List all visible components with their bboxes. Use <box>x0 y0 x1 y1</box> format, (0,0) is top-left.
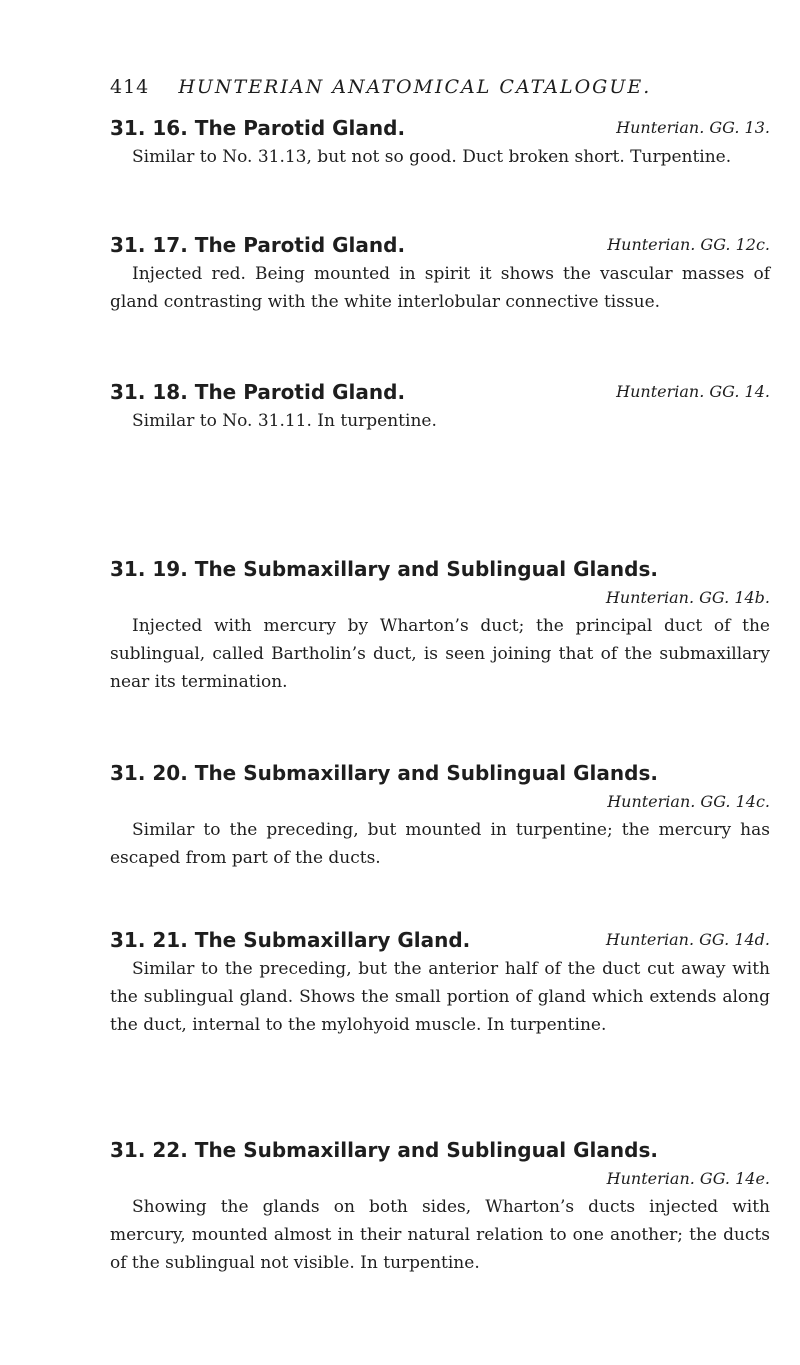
entry-description: Similar to No. 31.13, but not so good. Duct broken short. Turpentine. <box>132 147 732 167</box>
entry-reference: Hunterian. GG. 14b. <box>605 588 770 607</box>
entry-number: 31. 17. <box>110 233 188 257</box>
entry-heading <box>110 230 770 260</box>
entry-reference: Hunterian. GG. 14d. <box>605 930 770 949</box>
catalogue-entry <box>110 1135 770 1277</box>
entry-description: Similar to the preceding, but mounted in turpentine; the mercury has escaped from part of the ducts. <box>110 820 770 868</box>
entry-title: The Submaxillary and Sublingual Glands. <box>194 557 658 581</box>
page-number: 414 <box>110 76 150 98</box>
entry-reference: Hunterian. GG. 13. <box>616 118 770 137</box>
entry-title: The Submaxillary and Sublingual Glands. <box>194 1138 658 1162</box>
catalogue-entry <box>110 758 770 872</box>
entry-title: The Submaxillary and Sublingual Glands. <box>194 761 658 785</box>
entry-description: Injected with mercury by Wharton’s duct; the principal duct of the sublingual, called Bartholin’s duct, is seen joining that of the submaxillary near its termination. <box>110 616 770 692</box>
entry-description: Similar to the preceding, but the anterior half of the duct cut away with the sublingual gland. Shows the small portion of gland which extends along the duct, internal to the mylohyoid muscle. In turpentine. <box>110 959 770 1035</box>
entry-number: 31. 22. <box>110 1138 188 1162</box>
running-title: HUNTERIAN ANATOMICAL CATALOGUE. <box>178 76 652 98</box>
entry-heading <box>110 554 770 584</box>
catalogue-entry <box>110 925 770 1039</box>
entry-number: 31. 18. <box>110 380 188 404</box>
entry-title: The Parotid Gland. <box>194 116 406 140</box>
entry-reference: Hunterian. GG. 14. <box>616 382 770 401</box>
entry-description: Showing the glands on both sides, Wharton’s ducts injected with mercury, mounted almost in their natural relation to one another; the ducts of the sublingual not visible. In turpentine. <box>110 1197 770 1273</box>
entry-heading <box>110 377 770 407</box>
entry-description: Similar to No. 31.11. In turpentine. <box>132 411 437 431</box>
entry-title: The Parotid Gland. <box>194 380 406 404</box>
entry-reference: Hunterian. GG. 14e. <box>606 1169 770 1188</box>
entry-reference: Hunterian. GG. 14c. <box>607 792 770 811</box>
entry-number: 31. 19. <box>110 557 188 581</box>
entry-title: The Parotid Gland. <box>194 233 406 257</box>
running-head <box>110 76 770 98</box>
entry-number: 31. 16. <box>110 116 188 140</box>
entry-reference: Hunterian. GG. 12c. <box>607 235 770 254</box>
entry-heading <box>110 925 770 955</box>
entry-number: 31. 20. <box>110 761 188 785</box>
catalogue-entry <box>110 554 770 696</box>
entry-title: The Submaxillary Gland. <box>194 928 471 952</box>
catalogue-entry <box>110 377 770 435</box>
entry-number: 31. 21. <box>110 928 188 952</box>
entry-heading <box>110 1135 770 1165</box>
entry-heading <box>110 113 770 143</box>
catalogue-entry <box>110 113 770 171</box>
entry-description: Injected red. Being mounted in spirit it shows the vascular masses of gland contrasting with the white interlobular connective tissue. <box>110 264 770 312</box>
entry-heading <box>110 758 770 788</box>
catalogue-entry <box>110 230 770 316</box>
